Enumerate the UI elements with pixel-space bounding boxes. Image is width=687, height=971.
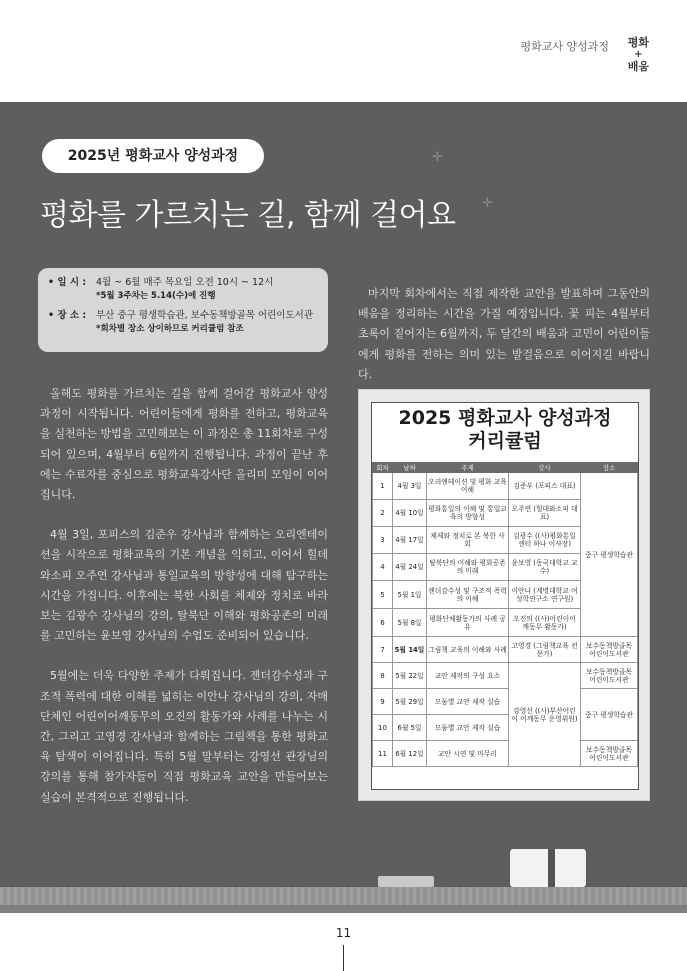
body-paragraph: 마지막 회차에서는 직접 제작한 교안을 발표하며 그동안의 배움을 정리하는 시간을 가질 예정입니다. 꽃 피는 4월부터 초록이 짙어지는 6월까지, 두 달간의 배움과 고민이 어린이들에게 평화를 전하는 의미 있는 발걸음으로 이어지길 바랍니다. xyxy=(358,287,650,381)
schedule-value: 4월 ~ 6월 매주 목요일 오전 10시 ~ 12시 xyxy=(96,277,274,288)
column-header: 장소 xyxy=(581,463,638,473)
session-topic: 체제와 정치로 본 북한 사회 xyxy=(427,527,509,554)
session-lecturer: 오주연 (힐데와소피 대표) xyxy=(509,500,581,527)
chalkboard-ledge-shadow xyxy=(0,905,687,913)
curriculum-title-line1: 2025 평화교사 양성과정 xyxy=(398,407,612,429)
header-category: 평화교사 양성과정 xyxy=(520,40,609,53)
session-lecturer: 고영경 (그림책교육 전문가) xyxy=(509,637,581,663)
session-lecturer: 이안나 (계명대학교 여성학연구소 연구원) xyxy=(509,581,581,609)
session-topic: 평화통일의 이해 및 통일교육의 방향성 xyxy=(427,500,509,527)
session-lecturer: 강영선 ((사)부산어린이 어깨동무 운영위원) xyxy=(509,663,581,767)
session-place: 중구 평생학습관 xyxy=(581,473,638,637)
curriculum-title-line2: 커리큘럼 xyxy=(468,430,542,452)
session-topic: 젠더감수성 및 구조적 폭력의 이해 xyxy=(427,581,509,609)
program-pill-title: 2025년 평화교사 양성과정 xyxy=(42,139,264,173)
page-number: 11 xyxy=(335,926,352,940)
column-header: 날짜 xyxy=(393,463,427,473)
session-place: 보수동책방골목 어린이도서관 xyxy=(581,741,638,767)
schedule-label: • 일 시 : xyxy=(48,277,87,288)
place-label: • 장 소 : xyxy=(48,310,87,321)
session-number: 5 xyxy=(373,581,393,609)
body-paragraph: 4월 3일, 포피스의 김준우 강사님과 함께하는 오리엔테이션을 시작으로 평화교육의 기본 개념을 익히고, 이어서 힐데와소피 오주연 강사님과 통일교육의 방향성에 대해 탐구하는 시간을 가집니다. 이후에는 북한 사회를 체제와 정치로 바라보는 김광수 강사님의 강의, 탈북단 이해와 평화공존의 미래를 고민하는 윤보영 강사님의 수업도 준비되어 있습니다. xyxy=(40,528,328,643)
table-header-row xyxy=(373,463,638,473)
body-right-column xyxy=(358,284,650,385)
body-paragraph: 5월에는 더욱 다양한 주제가 다뤄집니다. 젠더감수성과 구조적 폭력에 대한 이해를 넓히는 이안나 강사님의 강의, 자매단체인 어린이어깨동무의 오진의 활동가와 사례를 나누는 시간, 그리고 고영경 강사님과 함께하는 그림책을 통한 평화교육 탐색이 이어집니다. 특히 5월 말부터는 강영선 관장님의 강의를 통해 참가자들이 직접 평화교육 교안을 만들어보는 실습이 본격적으로 진행됩니다. xyxy=(40,669,328,804)
place-note: *회차별 장소 상이하므로 커리큘럼 참조 xyxy=(96,324,244,334)
chalk-eraser xyxy=(378,876,434,887)
session-number: 7 xyxy=(373,637,393,663)
session-place: 중구 평생학습관 xyxy=(581,689,638,741)
session-lecturer: 오진의 ((사)어린이어깨동무 활동가) xyxy=(509,609,581,637)
session-topic: 모둠별 교안 제작 실습 xyxy=(427,715,509,741)
session-date: 4월 17일 xyxy=(393,527,427,554)
session-date: 6월 12일 xyxy=(393,741,427,767)
session-place: 보수동책방골목 어린이도서관 xyxy=(581,637,638,663)
table-row xyxy=(373,689,638,715)
session-number: 2 xyxy=(373,500,393,527)
body-paragraph: 올해도 평화를 가르치는 길을 함께 걸어갈 평화교사 양성과정이 시작됩니다. 어린이들에게 평화를 전하고, 평화교육을 실천하는 방법을 고민해보는 이 과정은 총 11회차로 구성되어 있으며, 4월부터 6월까지 진행됩니다. 과정이 끝난 후에는 수료자를 중심으로 평화교육강사단 올리미 모임이 이어집니다. xyxy=(40,387,328,502)
session-place: 보수동책방골목 어린이도서관 xyxy=(581,663,638,689)
session-date: 5월 8일 xyxy=(393,609,427,637)
schedule-row xyxy=(48,276,318,290)
session-date: 5월 14일 xyxy=(393,637,427,663)
header-section xyxy=(628,36,649,74)
session-date: 6월 5일 xyxy=(393,715,427,741)
session-topic: 오리엔테이션 및 평화 교육 이해 xyxy=(427,473,509,500)
session-date: 5월 29일 xyxy=(393,689,427,715)
page-title: 평화를 가르치는 길, 함께 걸어요 xyxy=(40,198,456,233)
session-date: 4월 24일 xyxy=(393,554,427,581)
section-plus: + xyxy=(634,49,643,60)
session-topic: 모둠별 교안 제작 실습 xyxy=(427,689,509,715)
session-date: 4월 10일 xyxy=(393,500,427,527)
session-lecturer: 김준우 (포피스 대표) xyxy=(509,473,581,500)
column-header: 강사 xyxy=(509,463,581,473)
session-date: 5월 1일 xyxy=(393,581,427,609)
session-date: 4월 3일 xyxy=(393,473,427,500)
section-bottom: 배움 xyxy=(627,60,649,73)
body-left-column xyxy=(40,384,328,808)
session-number: 8 xyxy=(373,663,393,689)
info-box xyxy=(38,268,328,352)
session-topic: 평화단체활동가의 사례 공유 xyxy=(427,609,509,637)
curriculum-title xyxy=(372,403,638,462)
column-header: 회차 xyxy=(373,463,393,473)
curriculum-card xyxy=(358,389,650,801)
place-value: 부산 중구 평생학습관, 보수동책방골목 어린이도서관 xyxy=(96,310,313,321)
session-number: 6 xyxy=(373,609,393,637)
session-lecturer: 김광수 ((사)평화통일센터 하나 이사장) xyxy=(509,527,581,554)
sparkle-icon: ✛ xyxy=(482,196,493,211)
table-row xyxy=(373,473,638,500)
table-row xyxy=(373,637,638,663)
session-number: 10 xyxy=(373,715,393,741)
session-number: 1 xyxy=(373,473,393,500)
session-topic: 교안 시연 및 마무리 xyxy=(427,741,509,767)
session-topic: 교안 제작의 구성 요소 xyxy=(427,663,509,689)
place-row xyxy=(48,309,318,323)
session-number: 11 xyxy=(373,741,393,767)
session-date: 5월 22일 xyxy=(393,663,427,689)
section-top: 평화 xyxy=(627,36,649,49)
session-number: 3 xyxy=(373,527,393,554)
chalk-holder xyxy=(510,849,586,887)
session-number: 4 xyxy=(373,554,393,581)
session-number: 9 xyxy=(373,689,393,715)
schedule-note: *5월 3주차는 5.14(수)에 진행 xyxy=(96,291,216,301)
curriculum-table xyxy=(372,462,638,767)
session-topic: 탈북단의 이해와 평화공존의 미래 xyxy=(427,554,509,581)
page-number-line xyxy=(343,945,344,971)
sparkle-icon: ✛ xyxy=(432,150,443,165)
curriculum-sheet xyxy=(371,402,639,790)
table-row xyxy=(373,663,638,689)
session-topic: 그림책 교육의 이해와 사례 xyxy=(427,637,509,663)
column-header: 주제 xyxy=(427,463,509,473)
table-row xyxy=(373,741,638,767)
session-lecturer: 윤보영 (동국대학교 교수) xyxy=(509,554,581,581)
